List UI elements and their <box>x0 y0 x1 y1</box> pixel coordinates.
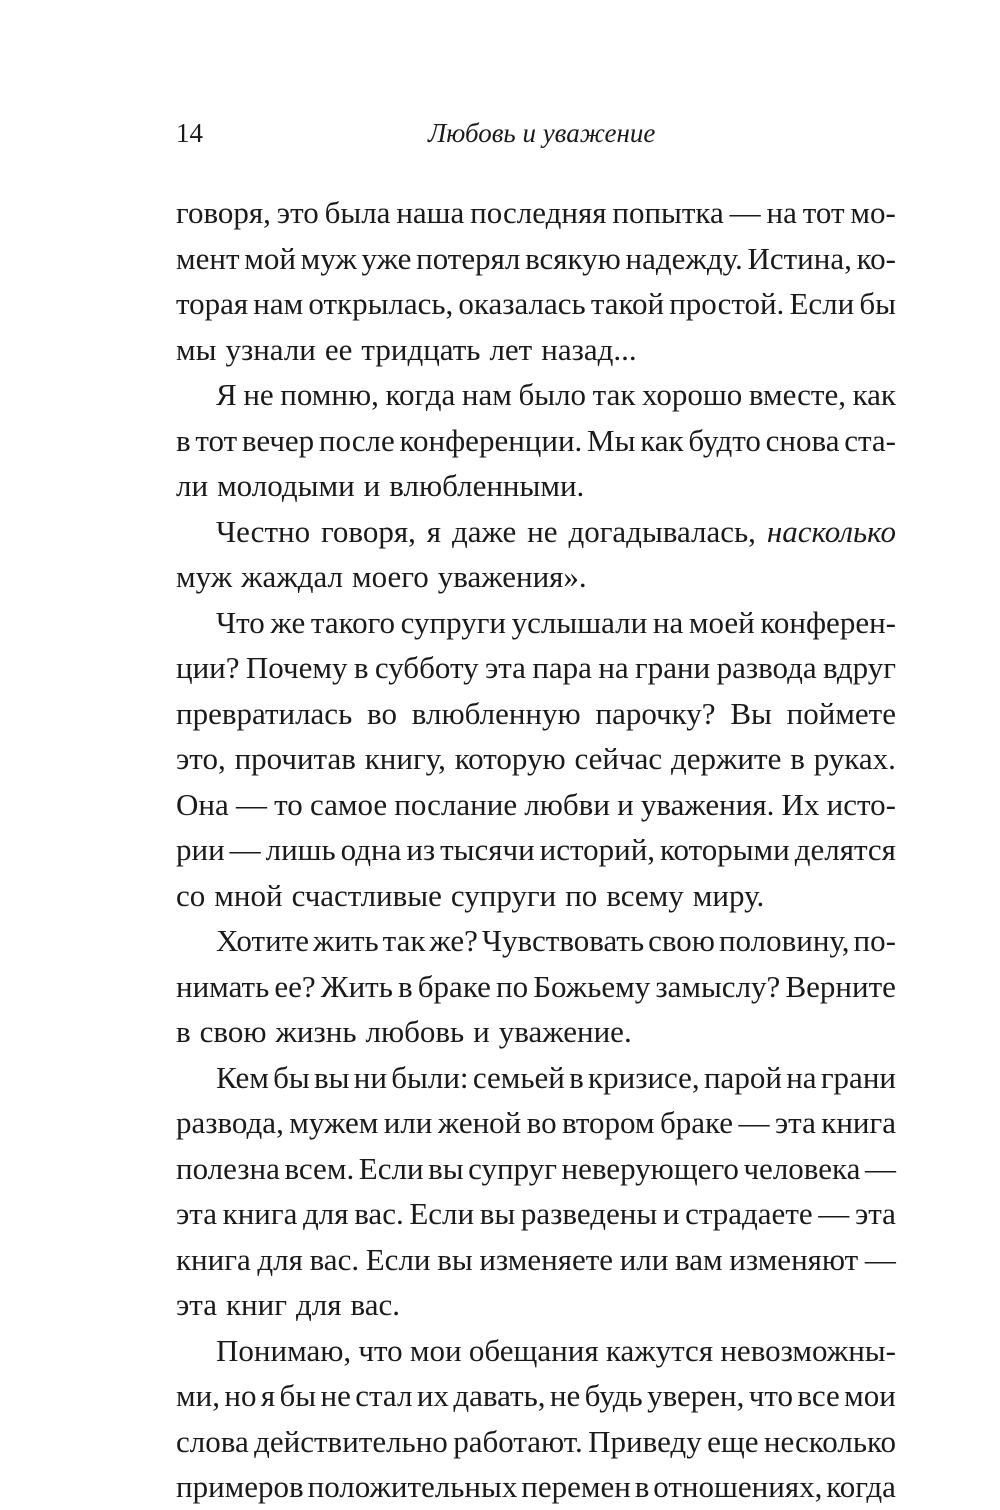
text-line <box>176 1328 896 1374</box>
word: ее <box>324 331 353 367</box>
text-line <box>176 736 896 782</box>
word: любовь <box>365 1014 465 1049</box>
word: Если <box>365 1241 431 1277</box>
text-line <box>176 236 896 282</box>
word: в <box>353 650 369 685</box>
word: одна <box>340 832 402 867</box>
word: услышали <box>511 604 648 640</box>
word: вечер <box>241 422 315 458</box>
page-number: 14 <box>176 118 203 148</box>
word: или <box>383 1105 433 1140</box>
word: как <box>852 377 896 412</box>
word: нам <box>253 286 304 321</box>
word: Понимаю, <box>216 1332 352 1368</box>
word: так <box>592 377 636 412</box>
word: вместе, <box>748 377 846 412</box>
word: страдаете <box>685 1196 813 1231</box>
word: Жить <box>320 968 393 1004</box>
word: потерял <box>416 240 521 276</box>
word: молодыми <box>217 468 355 503</box>
word: отношениях, <box>653 1469 823 1504</box>
word: жить <box>312 923 379 958</box>
text-line <box>176 873 896 919</box>
word: книг <box>226 1287 287 1322</box>
word: мы <box>176 331 217 367</box>
word: после <box>318 422 395 458</box>
word: развода, <box>176 1105 284 1140</box>
word: вы <box>314 1059 350 1095</box>
word: слова <box>176 1423 249 1459</box>
word: мой <box>244 240 296 276</box>
word: Мы <box>587 422 636 458</box>
word: стал <box>355 1378 413 1413</box>
word: грани <box>820 1059 896 1095</box>
word: держите <box>670 741 782 776</box>
word: браке <box>659 1105 734 1140</box>
word: Божьему <box>533 968 651 1004</box>
word: я <box>426 513 442 549</box>
word: миру. <box>692 877 765 913</box>
word: не <box>243 377 274 412</box>
text-line <box>176 418 896 464</box>
word: все <box>797 1378 840 1413</box>
word: будто <box>688 422 761 458</box>
word: Если <box>409 1196 475 1231</box>
word: супруги <box>450 877 557 913</box>
word: тот <box>195 422 238 458</box>
word: Приведу <box>588 1423 702 1459</box>
word: книгу, <box>364 741 446 776</box>
word: уважения». <box>437 559 587 594</box>
word: для <box>257 1241 303 1277</box>
word: нам <box>461 377 512 412</box>
word: торая <box>176 286 249 321</box>
word: со <box>176 877 206 913</box>
word: но <box>224 1378 257 1413</box>
word: невозможны- <box>720 1332 896 1368</box>
word: на <box>652 604 684 640</box>
word: я <box>260 1378 276 1413</box>
word: человека <box>743 1150 861 1186</box>
word: такой <box>590 286 665 321</box>
word: развода <box>716 650 817 685</box>
word: нимать <box>176 968 270 1004</box>
word: Их <box>781 786 820 822</box>
word: Истина, <box>747 240 852 276</box>
word: не <box>527 513 558 549</box>
text-line <box>176 1009 896 1055</box>
word: моего <box>352 559 429 594</box>
word: попытка <box>612 195 724 230</box>
word: в <box>634 1469 650 1504</box>
word: последняя <box>470 195 607 230</box>
word: несколько <box>763 1423 896 1459</box>
text-line <box>176 554 896 600</box>
word: рии <box>176 832 225 867</box>
word: примеров <box>176 1469 304 1504</box>
word: по- <box>853 923 896 958</box>
word: и <box>662 1196 680 1231</box>
word: Она <box>176 786 229 822</box>
word: что <box>358 1332 403 1368</box>
word: семьей <box>472 1059 565 1095</box>
word: замыслу? <box>655 968 781 1004</box>
word: свою <box>648 923 715 958</box>
word: свою <box>199 1014 267 1049</box>
word: вас. <box>309 1241 360 1277</box>
text-line <box>176 964 896 1010</box>
word: уже <box>361 240 412 276</box>
word: лишь <box>265 832 336 867</box>
word: на <box>786 1059 817 1095</box>
word: Верните <box>785 968 896 1004</box>
word: Вы <box>730 695 772 731</box>
word: ко- <box>856 240 896 276</box>
word: муж <box>300 240 357 276</box>
word: всякую <box>525 240 621 276</box>
text-line <box>176 600 896 646</box>
word: были: <box>391 1059 469 1095</box>
word: — <box>235 786 267 822</box>
word: ли <box>176 468 209 503</box>
text-line <box>176 782 896 828</box>
word: даже <box>451 513 517 549</box>
word: это <box>276 195 319 230</box>
word: кажутся <box>605 1332 714 1368</box>
word: помню, <box>280 377 379 412</box>
word: наша <box>396 195 465 230</box>
text-line <box>176 281 896 327</box>
word: эта <box>854 1196 896 1231</box>
word: в <box>176 1014 191 1049</box>
word: вас. <box>350 1287 400 1322</box>
word: супруги <box>400 604 507 640</box>
running-title: Любовь и уважение <box>428 118 656 148</box>
word: бы <box>279 1378 317 1413</box>
word: пара <box>532 650 592 685</box>
word: которыми <box>660 832 790 867</box>
word: вы <box>479 1196 516 1231</box>
word: перемен <box>521 1469 631 1504</box>
word: так <box>382 923 426 958</box>
text-line <box>176 691 896 737</box>
word: из <box>406 832 436 867</box>
word: не <box>320 1378 351 1413</box>
word: хорошо <box>642 377 743 412</box>
word: или <box>619 1241 669 1277</box>
word: открылась, <box>308 286 454 321</box>
word: когда <box>826 1469 896 1504</box>
body-text <box>176 190 896 1510</box>
word: на <box>766 195 797 230</box>
word: тот <box>802 195 845 230</box>
word: надежду. <box>625 240 743 276</box>
word: половину, <box>718 923 850 958</box>
word: которую <box>454 741 566 776</box>
word: назад... <box>541 331 637 367</box>
word: вы <box>437 1241 473 1277</box>
word: давать, <box>453 1378 546 1413</box>
word: конферен- <box>760 604 896 640</box>
word: браке <box>417 968 491 1004</box>
word: узнали <box>225 331 316 367</box>
word: тысячи <box>440 832 535 867</box>
word: всем. <box>284 1150 355 1186</box>
word: Чувствовать <box>481 923 645 958</box>
word: не <box>549 1378 581 1413</box>
text-line <box>176 918 896 964</box>
word: жизнь <box>275 1014 357 1049</box>
word: Я <box>216 377 237 412</box>
word: превратилась <box>176 695 353 731</box>
word: книга <box>222 1196 298 1231</box>
word: же <box>270 604 306 640</box>
word: Если <box>789 286 855 321</box>
word: полезна <box>176 1150 280 1186</box>
word: обещания <box>468 1332 599 1368</box>
word: как <box>640 422 684 458</box>
word: по <box>496 968 529 1004</box>
word: конференции. <box>399 422 583 458</box>
word: супруг <box>468 1150 557 1186</box>
word: и <box>473 1014 490 1049</box>
word: счастливые <box>291 877 442 913</box>
word: Честно <box>216 513 311 549</box>
word: еще <box>707 1423 759 1459</box>
text-line <box>176 1055 896 1101</box>
text-line <box>176 509 896 555</box>
word: работают. <box>453 1423 583 1459</box>
word: когда <box>385 377 456 412</box>
word: простой. <box>669 286 785 321</box>
text-line <box>176 327 896 373</box>
word: в <box>569 1059 584 1095</box>
word: их <box>416 1378 449 1413</box>
word: же? <box>429 923 478 958</box>
word: по <box>565 877 598 913</box>
word: прочитав <box>234 741 356 776</box>
word: положительных <box>307 1469 518 1504</box>
word: всему <box>606 877 684 913</box>
text-line <box>176 372 896 418</box>
word: мужем <box>289 1105 379 1140</box>
word: Почему <box>245 650 348 685</box>
word: разведены <box>520 1196 658 1231</box>
word: Что <box>216 604 265 640</box>
word: в <box>790 741 805 776</box>
word: вас. <box>354 1196 404 1231</box>
word: мной <box>214 877 283 913</box>
word: бы <box>859 286 896 321</box>
word: Хотите <box>216 923 309 958</box>
word: Если <box>358 1150 424 1186</box>
word: ста- <box>844 422 896 458</box>
word: неверующего <box>561 1150 739 1186</box>
word: грани <box>635 650 711 685</box>
text-line <box>176 1282 896 1328</box>
word: вы <box>428 1150 464 1186</box>
word: была <box>324 195 391 230</box>
word: изменяете <box>479 1241 614 1277</box>
word: ее? <box>274 968 316 1004</box>
word: вам <box>675 1241 723 1277</box>
word: книга <box>176 1241 251 1277</box>
word: что <box>748 1378 794 1413</box>
text-line <box>176 190 896 236</box>
text-line <box>176 827 896 873</box>
word: женой <box>437 1105 522 1140</box>
word: парочку? <box>595 695 716 731</box>
word: руках. <box>813 741 896 776</box>
word: эта <box>774 1105 816 1140</box>
word: это, <box>176 741 226 776</box>
word: — <box>729 195 761 230</box>
word: делятся <box>794 832 896 867</box>
word: в <box>398 968 413 1004</box>
text-line <box>176 463 896 509</box>
word: то <box>274 786 303 822</box>
word: муж <box>176 559 233 594</box>
word: влюбленными. <box>389 468 585 503</box>
word: самое <box>309 786 388 822</box>
text-line <box>176 1100 896 1146</box>
text-line <box>176 645 896 691</box>
text-line <box>176 1237 896 1283</box>
word: эта <box>484 650 526 685</box>
word: моей <box>688 604 755 640</box>
word: говоря, <box>176 195 271 230</box>
text-line <box>176 1464 896 1510</box>
word: говоря, <box>320 513 416 549</box>
word: лет <box>489 331 533 367</box>
word: и <box>617 786 634 822</box>
word: Кем <box>216 1059 269 1095</box>
word: такого <box>310 604 396 640</box>
word: сейчас <box>574 741 663 776</box>
word: ни <box>353 1059 387 1095</box>
word: бы <box>273 1059 310 1095</box>
text-line <box>176 1191 896 1237</box>
word: — <box>864 1241 896 1277</box>
text-line <box>176 1373 896 1419</box>
word: мои <box>844 1378 896 1413</box>
word: снова <box>765 422 840 458</box>
word: уважение. <box>498 1014 632 1049</box>
word: и <box>363 468 381 503</box>
word: тридцать <box>361 331 481 367</box>
word: — <box>738 1105 770 1140</box>
word: действительно <box>254 1423 448 1459</box>
text-line <box>176 1419 896 1465</box>
word: было <box>518 377 587 412</box>
word: исто- <box>826 786 896 822</box>
word: жаждал <box>241 559 344 594</box>
word: любви <box>524 786 610 822</box>
word: вдруг <box>823 650 896 685</box>
word: послание <box>394 786 518 822</box>
word: субботу <box>374 650 479 685</box>
word: парой <box>703 1059 782 1095</box>
word: — <box>864 1150 896 1186</box>
word: для <box>295 1287 342 1322</box>
word: для <box>303 1196 349 1231</box>
word: ми, <box>176 1378 220 1413</box>
word: во <box>526 1105 557 1140</box>
word: книга <box>821 1105 896 1140</box>
word: поймете <box>786 695 896 731</box>
word: втором <box>562 1105 655 1140</box>
word: будь <box>584 1378 643 1413</box>
word: ции? <box>176 650 240 685</box>
word: историй, <box>539 832 656 867</box>
word: — <box>229 832 261 867</box>
word: эта <box>176 1196 217 1231</box>
text-line <box>176 1146 896 1192</box>
word: в <box>176 422 191 458</box>
word: уверен, <box>647 1378 745 1413</box>
word: оказалась <box>458 286 586 321</box>
word: мои <box>409 1332 462 1368</box>
word: мент <box>176 240 240 276</box>
word: на <box>598 650 629 685</box>
word: кризисе, <box>588 1059 700 1095</box>
word: мо- <box>850 195 896 230</box>
word: влюбленную <box>411 695 581 731</box>
word: во <box>367 695 397 731</box>
word: — <box>818 1196 850 1231</box>
word: догадывалась, <box>568 513 756 549</box>
word: эта <box>176 1287 217 1322</box>
word: изменяют <box>729 1241 859 1277</box>
word: насколько <box>766 513 896 549</box>
word: уважения. <box>640 786 775 822</box>
